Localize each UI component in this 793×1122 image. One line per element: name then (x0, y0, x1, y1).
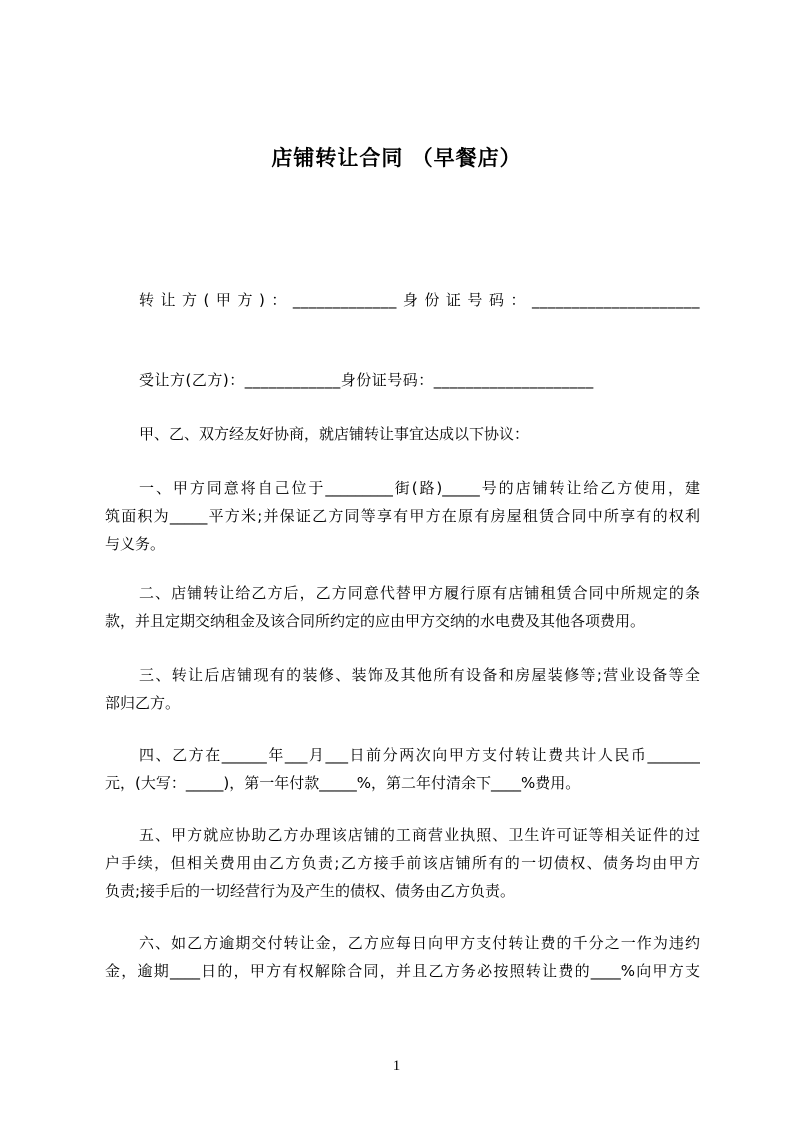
clause-line: 元，(大写：_____)，第一年付款_____%，第二年付清余下____%费用。 (105, 774, 581, 792)
clause-2 (105, 579, 700, 635)
intro-text: 甲、乙、双方经友好协商，就店铺转让事宜达成以下协议： (139, 425, 530, 443)
clause-4 (105, 741, 700, 797)
clause-1 (105, 474, 700, 558)
clause-line: 款，并且定期交纳租金及该合同所约定的应由甲方交纳的水电费及其他各项费用。 (105, 612, 646, 630)
clause-line: 二、店铺转让给乙方后，乙方同意代替甲方履行原有店铺租赁合同中所规定的条 (139, 584, 700, 602)
clause-6 (105, 929, 700, 985)
clause-line: 负责;接手后的一切经营行为及产生的债权、债务由乙方负责。 (105, 882, 516, 900)
clause-line: 四、乙方在______年___月___日前分两次向甲方支付转让费共计人民币_______ (139, 746, 700, 764)
page-number: 1 (392, 1058, 401, 1074)
clause-line: 一、甲方同意将自己位于_________街(路)_____号的店铺转让给乙方使用，建 (139, 479, 700, 497)
transferor-line-block (105, 286, 700, 314)
clause-5 (105, 821, 700, 905)
clause-line: 部归乙方。 (105, 694, 181, 712)
clause-line: 户手续，但相关费用由乙方负责;乙方接手前该店铺所有的一切债权、债务均由甲方 (105, 854, 700, 872)
clause-line: 五、甲方就应协助乙方办理该店铺的工商营业执照、卫生许可证等相关证件的过 (139, 826, 700, 844)
clause-line: 金，逾期____日的，甲方有权解除合同，并且乙方务必按照转让费的____%向甲方支 (105, 962, 700, 980)
document-title: 店铺转让合同 （早餐店） (271, 146, 522, 170)
clause-line: 六、如乙方逾期交付转让金，乙方应每日向甲方支付转让费的千分之一作为违约 (139, 934, 700, 952)
transferor-line: 转让方(甲方)：_____________身份证号码：_____________________ (139, 291, 700, 309)
clause-line: 三、转让后店铺现有的装修、装饰及其他所有设备和房屋装修等;营业设备等全 (139, 666, 700, 684)
transferee-line-block (105, 366, 700, 394)
transferee-line: 受让方(乙方)：____________身份证号码：____________________ (139, 371, 594, 389)
intro-block (105, 420, 700, 448)
clause-line: 筑面积为_____平方米;并保证乙方同等享有甲方在原有房屋租赁合同中所享有的权利 (105, 507, 700, 525)
clause-line: 与义务。 (105, 535, 166, 553)
clause-3 (105, 661, 700, 717)
